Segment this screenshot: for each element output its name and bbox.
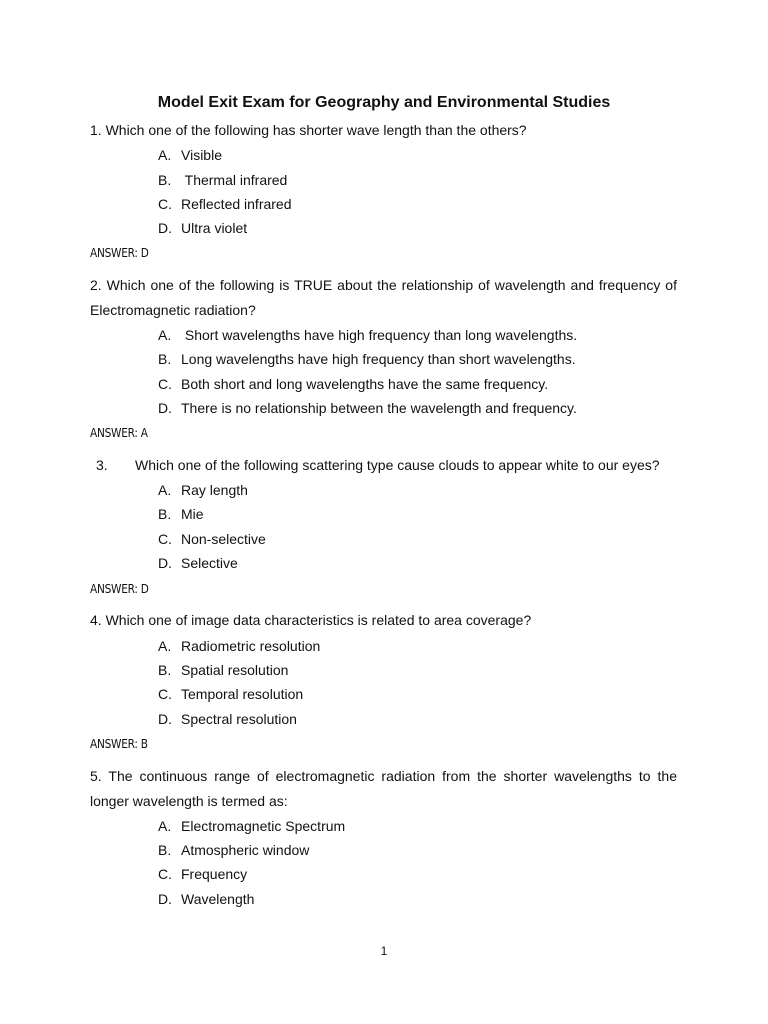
page-number: 1 xyxy=(380,944,388,958)
option-text: Ultra violet xyxy=(181,220,248,236)
question-5-text: 5. The continuous range of electromagnetic radiation from the shorter wavelengths to the longer wavelength is termed as: xyxy=(90,768,677,809)
question-3-answer: ANSWER: D xyxy=(90,582,149,596)
option-letter: A. xyxy=(158,327,172,343)
option-letter: C. xyxy=(158,196,172,212)
option-letter: B. xyxy=(158,172,172,188)
option-letter: A. xyxy=(158,818,172,834)
option-letter: B. xyxy=(158,351,172,367)
option-letter: A. xyxy=(158,147,172,163)
question-3-option-c xyxy=(158,529,266,549)
question-4-text: 4. Which one of image data characteristics is related to area coverage? xyxy=(90,612,532,628)
question-1-answer: ANSWER: D xyxy=(90,246,149,260)
question-2-option-a xyxy=(158,325,577,345)
option-letter: B. xyxy=(158,662,172,678)
question-2-text: 2. Which one of the following is TRUE about the relationship of wavelength and frequency of Electromagnetic radiation? xyxy=(90,277,677,318)
option-letter: A. xyxy=(158,482,172,498)
question-5-option-d xyxy=(158,889,254,909)
option-text: Non-selective xyxy=(181,531,266,547)
option-letter: C. xyxy=(158,686,172,702)
question-4-option-c xyxy=(158,684,303,704)
question-3-option-a xyxy=(158,480,248,500)
question-3-option-b xyxy=(158,504,204,524)
option-letter: D. xyxy=(158,891,172,907)
option-text: Ray length xyxy=(181,482,248,498)
option-letter: B. xyxy=(158,842,172,858)
option-text: Thermal infrared xyxy=(181,172,288,188)
question-3-option-d xyxy=(158,553,238,573)
option-text: Spatial resolution xyxy=(181,662,289,678)
question-2-option-c xyxy=(158,374,548,394)
question-4-option-b xyxy=(158,660,288,680)
question-3-text xyxy=(96,453,683,478)
option-text: Atmospheric window xyxy=(181,842,310,858)
option-text: Temporal resolution xyxy=(181,686,304,702)
question-2-option-d xyxy=(158,398,577,418)
option-text: Long wavelengths have high frequency than short wavelengths. xyxy=(181,351,576,367)
option-text: Radiometric resolution xyxy=(181,638,321,654)
question-1-text: 1. Which one of the following has shorter wave length than the others? xyxy=(90,122,527,138)
question-4-option-a xyxy=(158,636,320,656)
option-text: Frequency xyxy=(181,866,248,882)
question-3-number: 3. xyxy=(96,457,108,473)
question-1-option-c xyxy=(158,194,292,214)
option-letter: D. xyxy=(158,555,172,571)
question-1-option-d xyxy=(158,218,247,238)
option-letter: C. xyxy=(158,866,172,882)
option-text: Both short and long wavelengths have the same frequency. xyxy=(181,376,549,392)
question-1-option-a xyxy=(158,145,222,165)
option-letter: A. xyxy=(158,638,172,654)
option-text: Short wavelengths have high frequency than long wavelengths. xyxy=(181,327,578,343)
option-letter: D. xyxy=(158,711,172,727)
option-text: Mie xyxy=(181,506,204,522)
question-2-option-b xyxy=(158,349,576,369)
option-text: Spectral resolution xyxy=(181,711,297,727)
option-text: There is no relationship between the wavelength and frequency. xyxy=(181,400,577,416)
option-text: Wavelength xyxy=(181,891,255,907)
question-3-body: Which one of the following scattering type cause clouds to appear white to our eyes? xyxy=(135,457,660,473)
question-5-option-a xyxy=(158,816,345,836)
option-text: Visible xyxy=(181,147,222,163)
question-5-option-c xyxy=(158,864,247,884)
option-letter: C. xyxy=(158,531,172,547)
question-5-option-b xyxy=(158,840,309,860)
option-text: Reflected infrared xyxy=(181,196,292,212)
option-letter: C. xyxy=(158,376,172,392)
option-letter: D. xyxy=(158,400,172,416)
option-text: Selective xyxy=(181,555,238,571)
question-2-answer: ANSWER: A xyxy=(90,426,148,440)
option-letter: D. xyxy=(158,220,172,236)
question-1-option-b xyxy=(158,170,287,190)
question-4-answer: ANSWER: B xyxy=(90,737,148,751)
option-letter: B. xyxy=(158,506,172,522)
question-4-option-d xyxy=(158,709,297,729)
page-title: Model Exit Exam for Geography and Environmental Studies xyxy=(157,94,611,111)
option-text: Electromagnetic Spectrum xyxy=(181,818,346,834)
